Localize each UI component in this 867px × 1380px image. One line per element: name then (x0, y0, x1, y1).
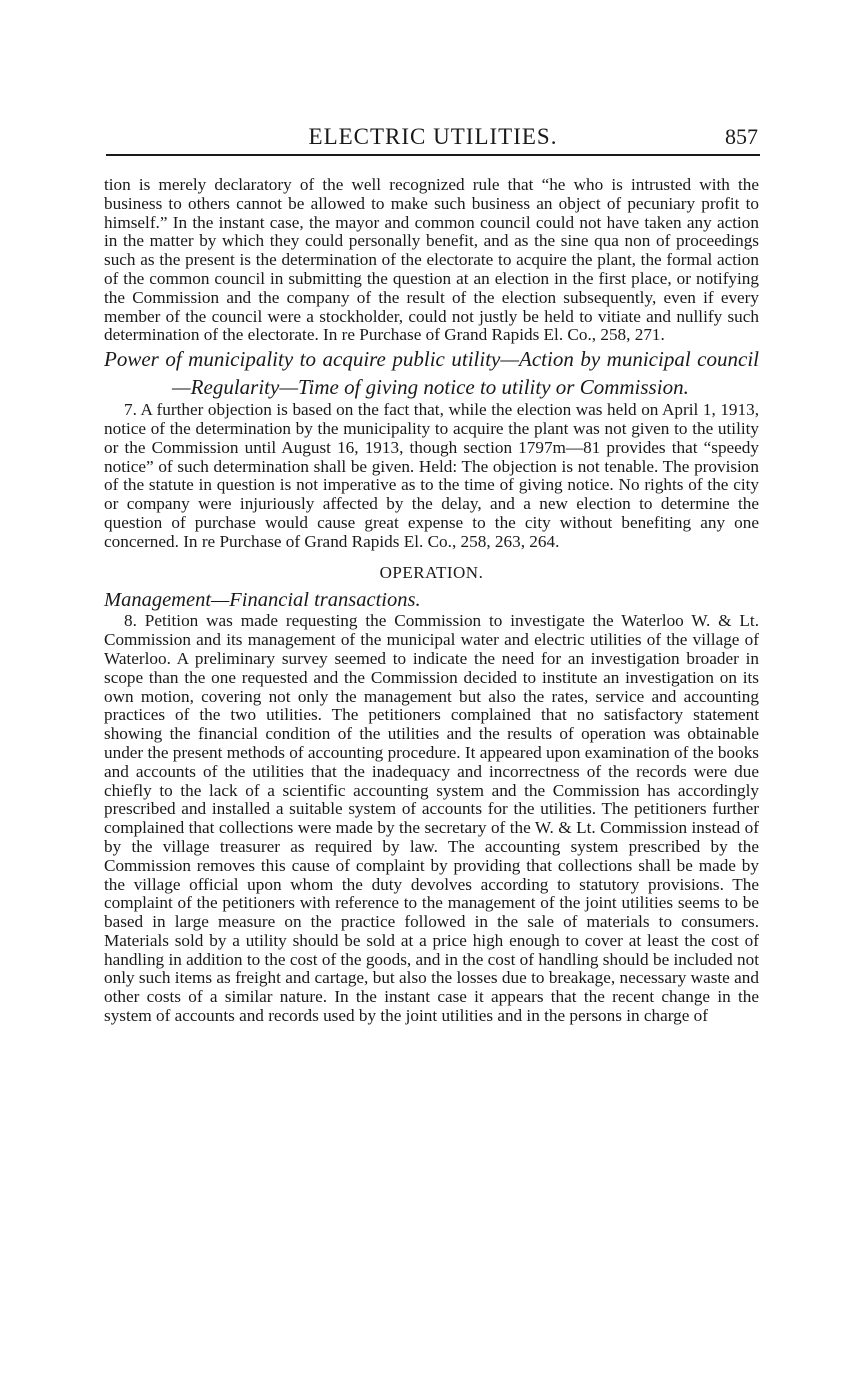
section-heading-operation: OPERATION. (379, 562, 484, 582)
running-header (106, 124, 760, 156)
running-title: ELECTRIC UTILITIES. (308, 124, 558, 149)
continued-paragraph: tion is merely declaratory of the well recognized rule that “he who is intrusted with the business to others cannot be allowed to make such business an object of pecuniary profit to himself.” In the instant case, the mayor and common council could not have taken any action in the matter by which they could personally benefit, and as the sine qua non of proceedings such as the present is the determination of the electorate to acquire the plant, the formal action of the common council in submitting the question at an election in the first place, or notifying the Commission and the company of the result of the election subsequently, even if every member of the council were a stockholder, could not justly be held to vitiate and nullify such determination of the electorate. In re Purchase of Grand Rapids El. Co., 258, 271. (104, 175, 759, 345)
page-body (104, 176, 759, 1026)
subheading-management: Management—Financial transactions. (104, 589, 421, 612)
page-number: 857 (725, 124, 758, 149)
paragraph-7: 7. A further objection is based on the fact that, while the election was held on April 1, 1913, notice of the determination by the municipality to acquire the plant was not given to the utility or the Commission until August 16, 1913, though section 1797m—81 provides that “speedy notice” of such determination shall be given. Held: The objection is not tenable. The provision of the statute in question is not imperative as to the time of giving notice. No rights of the city or company were injuriously affected by the delay, and a new election to determine the question of purchase would cause great expense to the city without benefiting any one concerned. In re Purchase of Grand Rapids El. Co., 258, 263, 264. (104, 400, 759, 551)
headnote-power-of-municipality: Power of municipality to acquire public utility—Action by municipal council—Regularity—Time of giving notice to utility or Commission. (104, 347, 759, 400)
paragraph-8: 8. Petition was made requesting the Commission to investigate the Waterloo W. & Lt. Commission and its management of the municipal water and electric utilities of the village of Waterloo. A preliminary survey seemed to indicate the need for an investigation broader in scope than the one requested and the Commission decided to institute an investigation on its own motion, covering not only the management but also the rates, service and accounting practices of the two utilities. The petitioners complained that no satisfactory statement showing the financial condition of the utilities and the results of operation was obtainable under the present methods of accounting procedure. It appeared upon examination of the books and accounts of the utilities that the inadequacy and incorrectness of the records were due chiefly to the lack of a scientific accounting system and the Commission has accordingly prescribed and installed a suitable system of accounts for the utilities. The petitioners further complained that collections were made by the secretary of the W. & Lt. Commission instead of by the village treasurer as required by law. The accounting system prescribed by the Commission removes this cause of complaint by providing that collections shall be made by the village official upon whom the duty devolves according to statutory provisions. The complaint of the petitioners with reference to the management of the joint utilities seems to be based in large measure on the practice followed in the sale of materials to consumers. Materials sold by a utility should be sold at a price high enough to cover at least the cost of handling in addition to the cost of the goods, and in the cost of handling should be included not only such items as freight and cartage, but also the losses due to breakage, necessary waste and other costs of a similar nature. In the instant case it appears that the recent change in the system of accounts and records used by the joint utilities and in the persons in charge of (104, 611, 759, 1026)
